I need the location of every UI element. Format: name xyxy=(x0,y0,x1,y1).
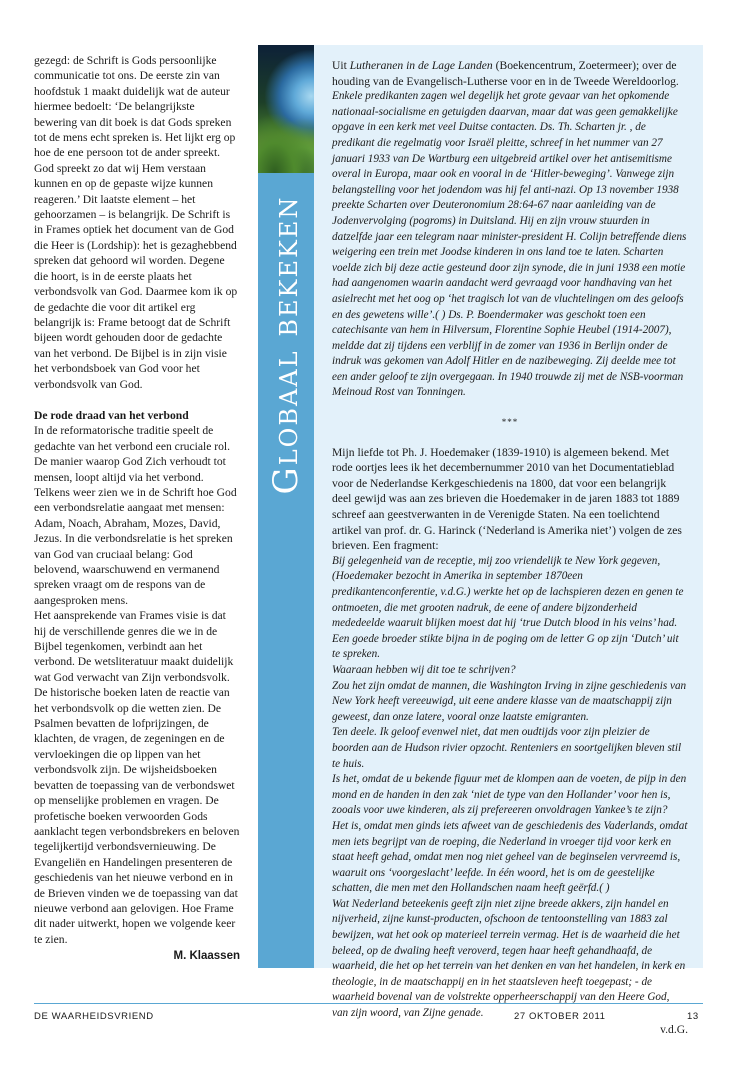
sidebar-intro xyxy=(332,58,688,89)
quote-paragraph: Wat Nederland beteekenis geeft zijn niet zijne breede akkers, zijn handel en nijverheid, zijne kunst-producten, ofschoon de tentoonstelling van 1883 zal bewijzen, wat het ook op materieel terrein vermag. Het is de waarheid die het beleed, op de dwaling heeft veroverd, tegen haar heeft gehandhaafd, de waarheid, die het op het terrein van het denken en van het handelen, in kerk en theologie, in de maatschappij en in het staatsleven heeft toegepast; - de waarheid bovenal van de volstrekte opperheerschappij van den Heere God, van zijn woord, van Zijne genade. xyxy=(332,897,686,1020)
footer-date: 27 OKTOBER 2011 xyxy=(514,1011,606,1022)
quote-paragraph: Ten deele. Ik geloof evenwel niet, dat men oudtijds voor zijn pleizier de boorden aan de Hudson rivier opzocht. Renteniers en soortgelijken bleven stil te huis. xyxy=(332,726,682,770)
earth-tree-image xyxy=(258,45,314,173)
footer-divider xyxy=(34,1003,703,1004)
article-paragraph: Het aansprekende van Frames visie is dat hij de verschillende genres die we in de Bijbel tegenkomen, verbindt aan het verbond. De wetsliteratuur maakt duidelijk wat God verwacht van Zijn verbondsvolk. De historische boeken laten de reactie van het verbondsvolk op die wetten zien. De Psalmen bevatten de lofprijzingen, de klachten, de vragen, de zegeningen en de vervloekingen die op lippen van het verbondsvolk zijn. De wijsheidsboeken bevatten de toepassing van de verbondswet op menselijke problemen en vragen. De profetische boeken verwoorden Gods aanklacht tegen verbondsbrekers en beloven tegelijkertijd verbondsvernieuwing. De Evangeliën en Handelingen presenteren de geschiedenis van het nieuwe verbond en in de Brieven vinden we de toepassing van dat nieuwe verbond aan gelovigen. Hoe Frame dit nader uitwerkt, hopen we volgende keer te zien. xyxy=(34,609,240,946)
quote-paragraph: Bij gelegenheid van de receptie, mij zoo vriendelijk te New York gegeven, (Hoedemaker bezocht in Amerika in september 1870een predikantenconferentie, v.d.G.) werkte het op de lachspieren dezen en genen te ontmoeten, die met grooten nadruk, de eene of andere bijzonderheid mededeelde waaruit blijken moest dat hij ‘true Dutch blood in his veins’ had. Een goede broeder stikte bijna in de poging om de letter G op zijn ‘Dutch’ uit te spreken. xyxy=(332,554,684,661)
intro-prefix: Uit xyxy=(332,59,350,72)
quote-paragraph: Het is, omdat men ginds iets afweet van de geschiedenis des Vaderlands, omdat men iets begrijpt van de roeping, die Nederland in vroeger tijd voor kerk en staat heeft gehad, omdat men nog niet geheel van de beginselen vervreemd is, waaruit ons ‘voorgeslacht’ leefde. In één woord, het is om de geestelijke schatten, die men met den Hollandschen naam heeft geërfd.( ) xyxy=(332,819,688,895)
footer-publication: DE WAARHEIDSVRIEND xyxy=(34,1011,154,1022)
author-signature: M. Klaassen xyxy=(173,950,240,963)
sidebar-signature: v.d.G. xyxy=(660,1022,688,1036)
section-heading: De rode draad van het verbond xyxy=(34,408,189,422)
article-paragraph: gezegd: de Schrift is Gods persoonlijke communicatie tot ons. De eerste zin van hoofdstuk 1 maakt duidelijk wat de auteur hiermee bedoelt: ‘De belangrijkste bewering van dit boek is dat Gods spreken tot de mens echt spreken is. Het lijkt erg op hoe de ene persoon tot de ander spreekt. God spreekt zo dat wij Hem verstaan kunnen en op de gepaste wijze kunnen reageren.’ Dit laatste element – het gehoorzamen – is belangrijk. De Schrift is in Frames optiek het document van de God die Heer is (Lordship): het is gezaghebbend spreken dat gehoord wil worden. Degene die hoort, is in de eerste plaats het verbondsvolk van God. Daarmee kom ik op de gedachte die voor dit artikel erg belangrijk is: Frame betoogt dat de Schrift bijeen wordt gehouden door de gedachte van het verbond. De Bijbel is in zijn visie het verbondsboek van God voor het verbondsvolk van God. xyxy=(34,54,238,391)
page-number: 13 xyxy=(687,1011,699,1022)
section-title: Globaal bekeken xyxy=(266,195,306,495)
sidebar-column xyxy=(332,58,688,1037)
quote-paragraph: Is het, omdat de u bekende figuur met de klompen aan de voeten, de pijp in den mond en de handen in den zak ‘niet de type van den Hollander’ voor hen is, zooals voor uwe kinderen, als zij prefereeren onvoldragen Yankee’s te zijn? xyxy=(332,773,687,817)
sidebar-intro-2: Mijn liefde tot Ph. J. Hoedemaker (1839-1910) is algemeen bekend. Met rode oortjes lees ik het decembernummer 2010 van het Documentatieblad voor de Nederlandse Kerkgeschiedenis na 1800, dat voor een belangrijk deel gewijd was aan zes brieven die Hoedemaker in de jaren 1883 tot 1889 schreef aan geestverwanten in de Verenigde Staten. Na een toelichtend artikel van prof. dr. G. Harinck (‘Nederland is Amerika niet’) volgen de zes brieven. Een fragment: xyxy=(332,445,682,553)
main-article-column xyxy=(34,53,240,965)
quote-paragraph: Waaraan hebben wij dit toe te schrijven? xyxy=(332,663,516,676)
tree-shape xyxy=(258,113,314,173)
article-paragraph: In de reformatorische traditie speelt de gedachte van het verbond een cruciale rol. De manier waarop God Zich verhoudt tot mensen, loopt altijd via het verbond. Telkens weer zien we in de Schrift hoe God een verbondsrelatie aangaat met mensen: Adam, Noach, Abraham, Mozes, David, Jezus. In die verbondsrelatie is het spreken van God van cruciaal belang: God belovend, waarschuwend en vermanend spreken vraagt om de respons van de aangesproken mens. xyxy=(34,424,237,607)
intro-rest: (Boekencentrum, Zoetermeer); over de houding van de Evangelisch-Lutherse voor en in de Tweede Wereldoorlog. xyxy=(332,59,679,88)
book-title: Lutheranen in de Lage Landen xyxy=(349,59,493,72)
separator: *** xyxy=(501,417,519,428)
quote-block: Enkele predikanten zagen wel degelijk het grote gevaar van het opkomende nationaal-socialisme en getuigden daarvan, maar dat was geen gemakkelijke opgave in een kerk met veel Duitse contacten. Ds. Th. Scharten jr. , de predikant die regelmatig voor Israël pleitte, schreef in het nummer van 27 januari 1933 van De Wartburg een uitgebreid artikel over het antisemitisme overal in Europa, maar ook en vooral in de ‘Hitler-beweging’. Vanwege zijn belangstelling voor het jodendom was hij fel anti-nazi. Op 13 november 1938 preekte Scharten over Deuteronomium 28:64-67 naar aanleiding van de Jodenvervolging (pogroms) in Duitsland. Hij en zijn vrouw stuurden in datzelfde jaar een telegram naar minister-president H. Colijn betreffende diens weigering een trein met Joodse kinderen in ons land toe te laten. Scharten voelde zich bij deze actie gesteund door zijn synode, die in juni 1938 een motie had aangenomen waarin aandacht werd gevraagd voor handhaving van het asielrecht met het oog op ‘het tragisch lot van de vluchtelingen om des geloofs en des gewetens wille’.( ) Ds. P. Boendermaker was geschokt toen een catechisante van hem in Hilversum, Florentine Sophie Heubel (1914-2007), meldde dat zij tijdens een verblijf in de zomer van 1936 in Berlijn onder de indruk was gekomen van Adolf Hitler en de nazibeweging. Zij deelde mee tot een ander geloof te zijn overgegaan. In 1940 trouwde zij met de NSB-voorman Meinoud Rost van Tonningen. xyxy=(332,90,687,399)
quote-paragraph: Zou het zijn omdat de mannen, die Washington Irving in zijne geschiedenis van New York heeft vereeuwigd, uit eene andere klasse van de maatschappij zijn geweest, dan onze latere, vooral onze laatste emigranten. xyxy=(332,679,687,723)
